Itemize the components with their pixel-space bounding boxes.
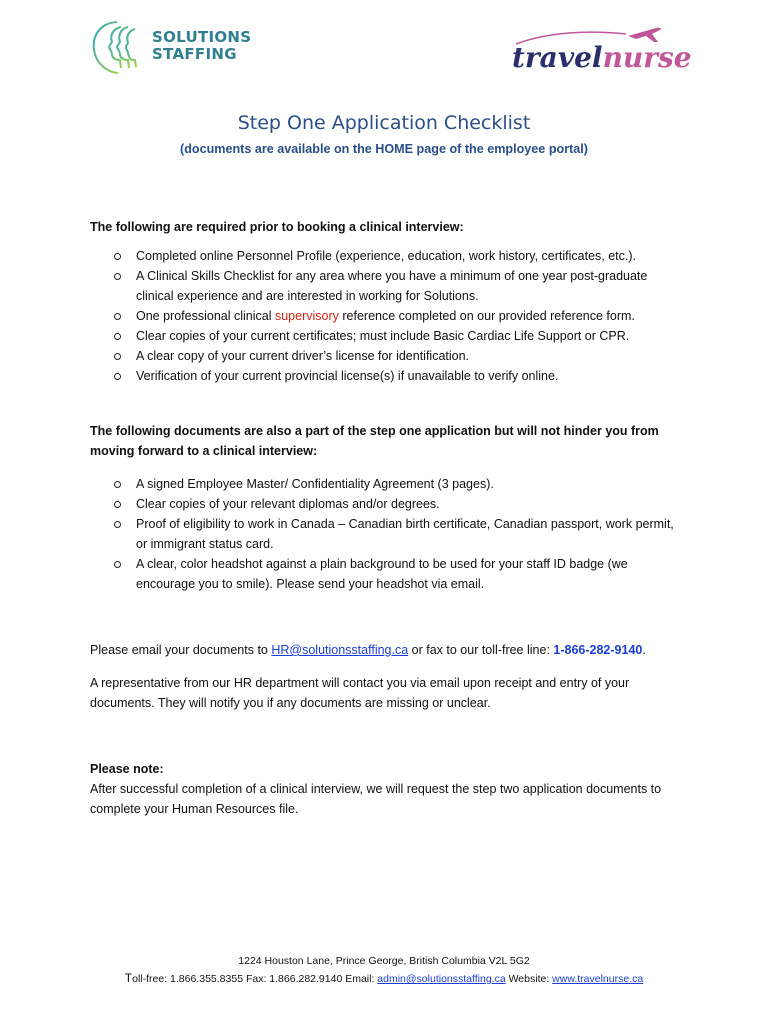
list-item: Completed online Personnel Profile (experience, education, work history, certificates, etc.). — [114, 246, 674, 266]
travelnurse-logo — [508, 41, 692, 76]
profile-faces-icon — [90, 18, 148, 76]
list-item: A clear, color headshot against a plain background to be used for your staff ID badge (we encourage you to smile). Please send your headshot via email. — [114, 554, 674, 594]
footer-address: 1224 Houston Lane, Prince George, British Columbia V2L 5G2 — [238, 955, 530, 967]
list-item — [114, 306, 674, 326]
contact-text: . — [642, 643, 646, 657]
supervisory-highlight: supervisory — [274, 309, 339, 323]
page-title: Step One Application Checklist — [237, 112, 531, 134]
footer-website-label: Website: — [505, 973, 553, 985]
section1-heading: The following are required prior to booking a clinical interview: — [90, 220, 464, 234]
list-item-text: One professional clinical — [136, 309, 275, 323]
note-text: After successful completion of a clinical interview, we will request the step two application documents to complete your Human Resources file. — [90, 782, 662, 816]
toll-free-phone: 1-866-282-9140 — [553, 643, 643, 657]
list-item: Verification of your current provincial license(s) if unavailable to verify online. — [114, 366, 674, 386]
contact-text: Please email your documents to — [90, 643, 272, 657]
logo-line-1: SOLUTIONS — [152, 28, 252, 46]
section2-heading: The following documents are also a part of the step one application but will not hinder you from moving forward to a clinical interview: — [90, 424, 659, 458]
admin-email-link[interactable]: admin@solutionsstaffing.ca — [377, 973, 506, 985]
solutions-staffing-logo — [90, 18, 270, 76]
list-item: A signed Employee Master/ Confidentiality Agreement (3 pages). — [114, 474, 674, 494]
subtitle-open-paren: ( — [180, 142, 185, 156]
contact-text: or fax to our toll-free line: — [408, 643, 554, 657]
logo-nurse-text: nurse — [602, 41, 692, 74]
list-item: Clear copies of your current certificates; must include Basic Cardiac Life Support or CPR. — [114, 326, 674, 346]
subtitle-text: documents are available on the HOME page of the employee portal — [184, 142, 584, 156]
footer-contact — [0, 970, 768, 988]
list-item: Clear copies of your relevant diplomas and/or degrees. — [114, 494, 674, 514]
subtitle-close-paren: ) — [583, 142, 588, 156]
contact-instructions — [90, 640, 680, 660]
page-subtitle — [0, 141, 768, 157]
hr-email-link[interactable]: HR@solutionsstaffing.ca — [271, 643, 409, 657]
required-documents-list — [114, 246, 674, 386]
footer-t-letter: T — [124, 971, 133, 985]
additional-documents-list — [114, 474, 674, 594]
logo-line-2: STAFFING — [152, 45, 237, 63]
representative-note: A representative from our HR department will contact you via email upon receipt and entry of your documents. They will notify you if any documents are missing or unclear. — [90, 676, 630, 710]
list-item-text: reference completed on our provided reference form. — [338, 309, 635, 323]
list-item: Proof of eligibility to work in Canada – Canadian birth certificate, Canadian passport, work permit, or immigrant status card. — [114, 514, 674, 554]
footer-contact-text: oll-free: 1.866.355.8355 Fax: 1.866.282.9140 Email: — [132, 973, 378, 985]
note-heading: Please note: — [90, 762, 164, 776]
list-item: A Clinical Skills Checklist for any area where you have a minimum of one year post-graduate clinical experience and are interested in working for Solutions. — [114, 266, 674, 306]
logo-travel-text: travel — [512, 41, 603, 74]
website-link[interactable]: www.travelnurse.ca — [552, 973, 644, 985]
list-item: A clear copy of your current driver’s license for identification. — [114, 346, 674, 366]
